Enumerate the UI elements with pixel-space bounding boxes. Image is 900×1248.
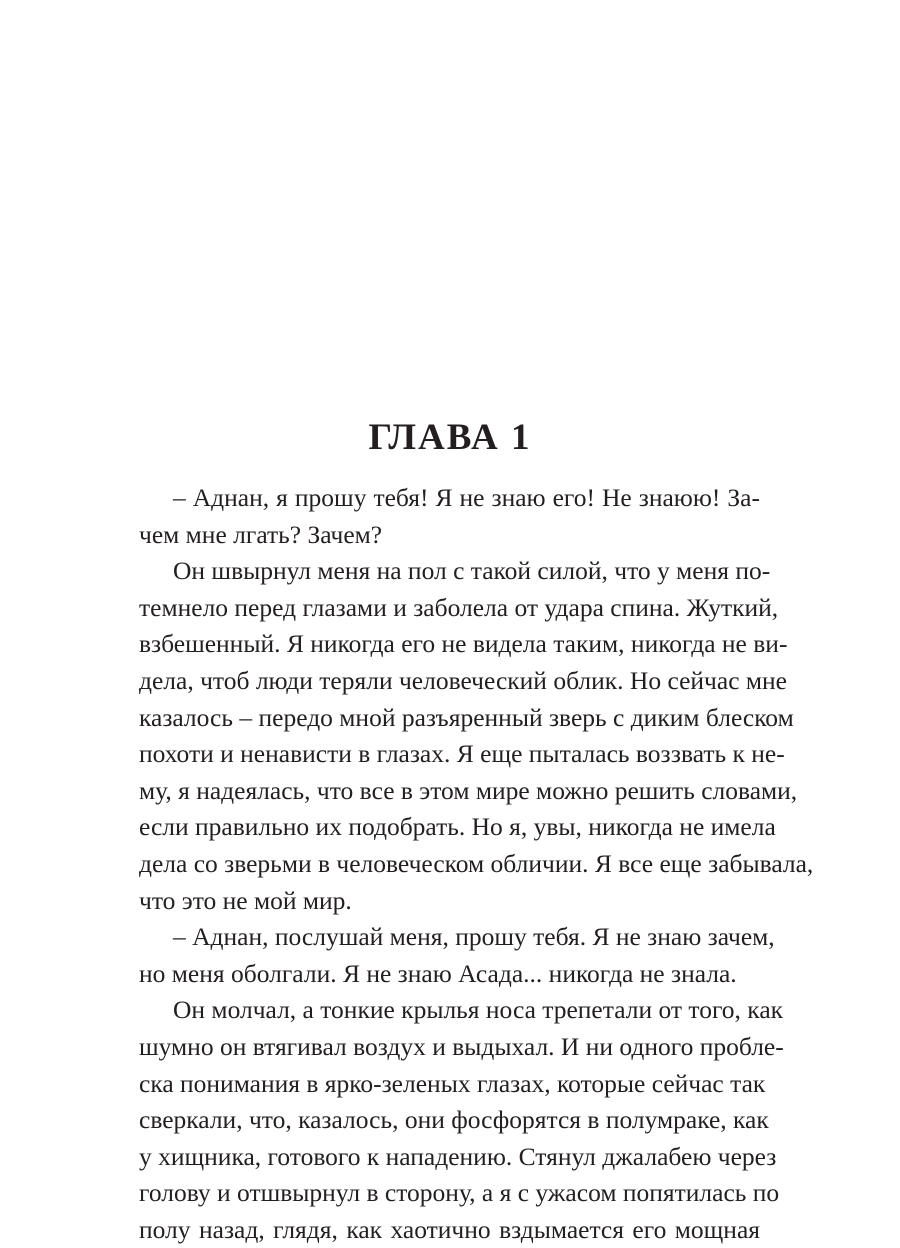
text-line: похоти и ненависти в глазах. Я еще пыталась воззвать к не-: [139, 739, 785, 769]
text-line: взбешенный. Я никогда его не видела таким, никогда не ви-: [139, 629, 788, 659]
text-line: шумно он втягивал воздух и выдыхал. И ни одного пробле-: [139, 1031, 784, 1061]
text-line: но меня оболгали. Я не знаю Асада... никогда не знала.: [139, 958, 737, 988]
text-line: Он швырнул меня на пол с такой силой, что у меня по-: [173, 556, 771, 586]
text-line: полу назад, глядя, как хаотично вздымается его мощная: [139, 1214, 760, 1244]
text-line: что это не мой мир.: [139, 885, 352, 915]
text-line: Он молчал, а тонкие крылья носа трепетали от того, как: [173, 995, 784, 1025]
text-line: – Аднан, послушай меня, прошу тебя. Я не знаю зачем,: [173, 922, 775, 952]
chapter-title: ГЛАВА 1: [368, 417, 532, 458]
text-line: дела со зверьми в человеческом обличии. Я все еще забывала,: [139, 848, 814, 878]
text-line: темнело перед глазами и заболела от удара спина. Жуткий,: [139, 592, 779, 622]
text-line: ска понимания в ярко-зеленых глазах, которые сейчас так: [139, 1068, 766, 1098]
text-line: казалось – передо мной разъяренный зверь с диким блеском: [139, 702, 794, 732]
text-line: дела, чтоб люди теряли человеческий облик. Но сейчас мне: [139, 665, 787, 695]
text-line: сверкали, что, казалось, они фосфорятся в полумраке, как: [139, 1105, 769, 1135]
text-line: голову и отшвырнул в сторону, а я с ужасом попятилась по: [139, 1178, 780, 1208]
text-line: чем мне лгать? Зачем?: [139, 519, 383, 549]
text-line: у хищника, готового к нападению. Стянул джалабею через: [139, 1141, 777, 1171]
text-line: – Аднан, я прошу тебя! Я не знаю его! Не знаюю! За-: [173, 483, 760, 512]
chapter-text: [139, 480, 814, 1248]
text-line: му, я надеялась, что все в этом мире можно решить словами,: [139, 775, 798, 805]
text-line: если правильно их подобрать. Но я, увы, никогда не имела: [139, 812, 776, 842]
